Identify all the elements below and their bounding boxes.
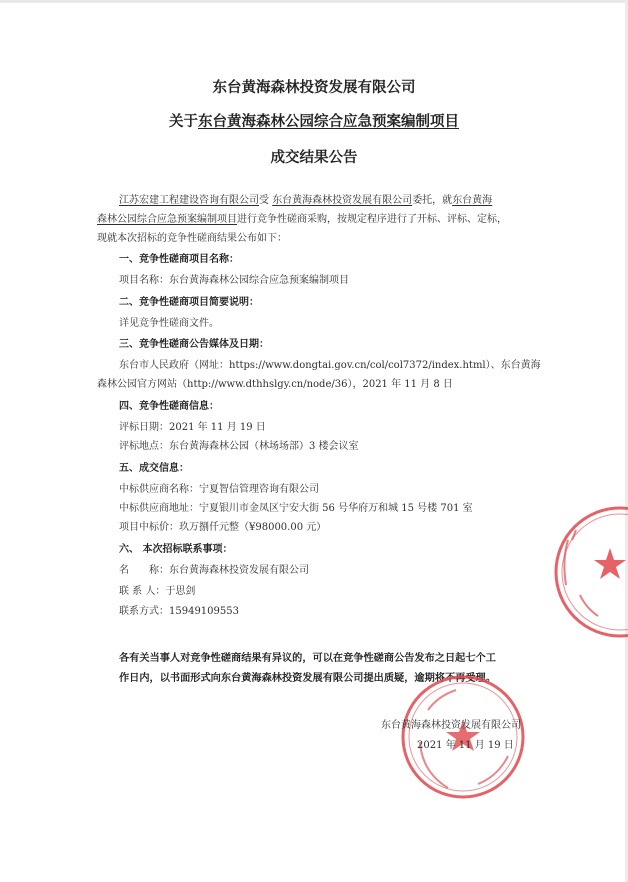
section-3-heading: 三、竞争性磋商公告媒体及日期：: [119, 339, 269, 350]
section-6-contact: 联 系 人：于思剑: [119, 586, 196, 597]
section-5-supplier-address: 中标供应商地址：宁夏银川市金凤区宁安大街 56 号华府万和城 15 号楼 701 室: [119, 503, 473, 514]
agency-name: 江苏宏建工程建设咨询有限公司: [119, 195, 259, 206]
section-5-heading: 五、成交信息：: [119, 463, 189, 474]
project-title: [0, 110, 628, 131]
section-5-price: 项目中标价：玖万捌仟元整（¥98000.00 元）: [119, 522, 327, 533]
page-top-edge: [0, 0, 628, 3]
section-4-date: 评标日期：2021 年 11 月 19 日: [119, 422, 266, 433]
intro-line-3: 现就本次招标的竞争性磋商结果公布如下：: [97, 233, 287, 244]
project-title-name: 东台黄海森林公园综合应急预案编制项目: [198, 114, 459, 130]
client-name: 东台黄海森林投资发展有限公司: [272, 195, 413, 206]
project-name-line1: 东台黄海: [452, 195, 493, 206]
section-6-heading: 六、 本次招标联系事项：: [119, 544, 233, 555]
project-title-prefix: 关于: [169, 114, 198, 130]
section-2-content: 详见竞争性磋商文件。: [119, 318, 219, 329]
word-receive: 受: [259, 195, 269, 206]
project-name-line2: 森林公园综合应急预案编制项目: [97, 214, 237, 225]
section-4-place: 评标地点：东台黄海森林公园（林场场部）3 楼会议室: [119, 441, 359, 452]
notice-line-2: 作日内，以书面形式向东台黄海森林投资发展有限公司提出质疑，逾期将不再受理。: [119, 673, 496, 684]
seal-stamp-edge: [540, 500, 628, 645]
section-1-heading: 一、竞争性磋商项目名称：: [119, 254, 239, 265]
section-5-supplier-name: 中标供应商名称：宁夏智信管理咨询有限公司: [119, 484, 319, 495]
section-3-line-1: 东台市人民政府（网址：https://www.dongtai.gov.cn/col/col7372/index.html）、东台黄海: [119, 360, 541, 371]
section-6-name: 名 称：东台黄海森林投资发展有限公司: [119, 565, 309, 576]
signature-company: 东台黄海森林投资发展有限公司: [381, 720, 521, 731]
company-title: 东台黄海森林投资发展有限公司: [212, 80, 416, 96]
section-4-heading: 四、竞争性磋商信息：: [119, 401, 219, 412]
text-after-project: 进行竞争性磋商采购，按规定程序进行了开标、评标、定标，: [237, 214, 507, 225]
section-1-content: 项目名称：东台黄海森林公园综合应急预案编制项目: [119, 275, 349, 286]
announcement-title: 成交结果公告: [270, 150, 358, 166]
intro-line-1: [119, 194, 492, 207]
intro-line-2: [97, 213, 507, 226]
section-6-phone: 联系方式：15949109553: [119, 606, 239, 617]
signature-date: 2021 年 11 月 19 日: [417, 740, 514, 751]
notice-line-1: 各有关当事人对竞争性磋商结果有异议的，可以在竞争性磋商公告发布之日起七个工: [119, 653, 496, 664]
section-2-heading: 二、竞争性磋商项目简要说明：: [119, 297, 259, 308]
text-after-client: 委托，就: [412, 195, 453, 206]
section-3-line-2: 森林公园官方网站（http://www.dthhslgy.cn/node/36），2021 年 11 月 8 日: [97, 379, 453, 390]
